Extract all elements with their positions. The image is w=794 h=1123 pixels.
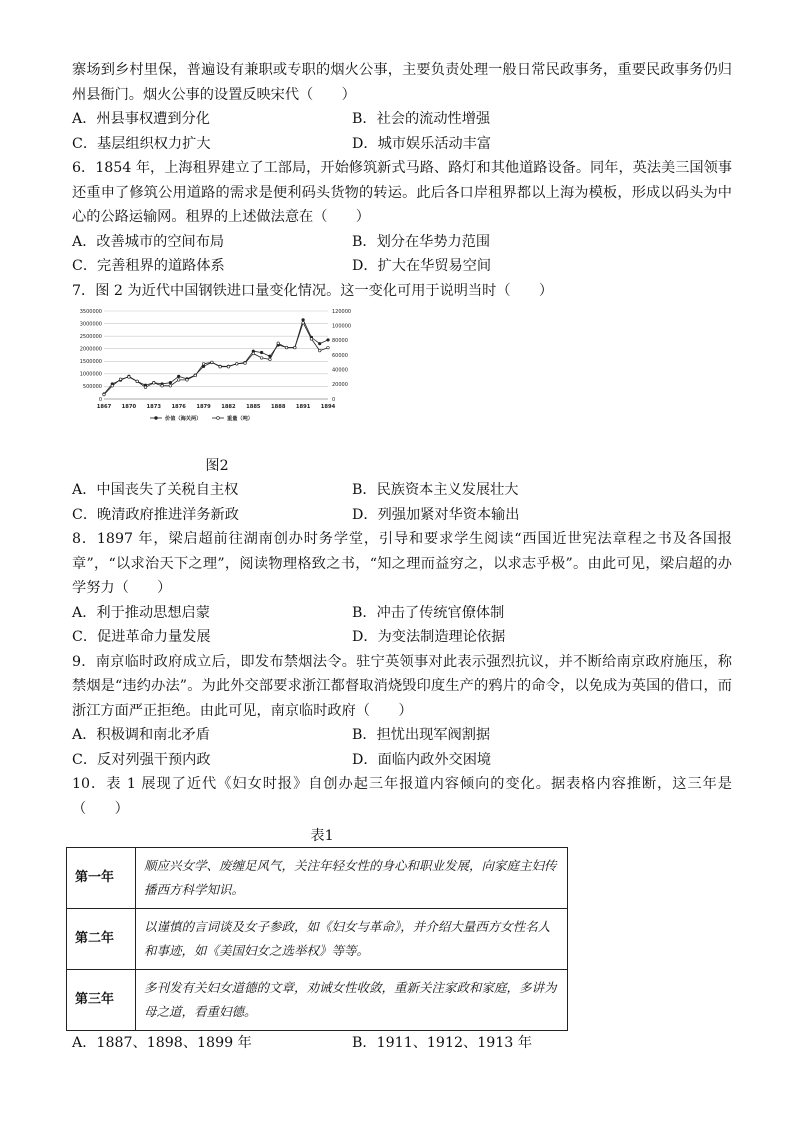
year-cell: 第二年 (67, 909, 136, 970)
figure-caption: 图2 (205, 458, 229, 474)
option-c[interactable]: C．基层组织权力扩大 (72, 135, 211, 152)
x-tick-label: 1885 (246, 404, 261, 410)
legend-label: 价值（海关两） (165, 416, 202, 422)
option-a[interactable]: A．州县事权遭到分化 (72, 111, 210, 127)
y-right-tick-label: 80000 (332, 338, 348, 345)
option-c[interactable]: C．完善租界的道路体系 (72, 258, 225, 274)
x-tick-label: 1882 (221, 404, 236, 410)
y-left-tick-label: 1000000 (79, 371, 102, 378)
option-d[interactable]: D．扩大在华贸易空间 (352, 258, 492, 274)
x-tick-label: 1894 (320, 404, 336, 410)
option-c[interactable]: C．晚清政府推进洋务新政 (72, 506, 239, 523)
y-left-tick-label: 2500000 (79, 333, 102, 340)
y-right-tick-label: 100000 (332, 323, 352, 330)
option-d[interactable]: D．面临内政外交困境 (352, 751, 492, 768)
option-c[interactable]: C．促进革命力量发展 (72, 629, 211, 645)
option-b[interactable]: B．划分在华势力范围 (352, 233, 491, 250)
data-point (128, 376, 131, 379)
data-point (119, 378, 122, 381)
option-a[interactable]: A．利于推动思想启蒙 (72, 604, 210, 621)
question-8-options (72, 601, 732, 650)
newspaper-content-table (66, 847, 568, 1031)
data-point (235, 363, 238, 366)
data-point (318, 349, 321, 352)
data-point (169, 381, 172, 384)
data-point (186, 379, 189, 382)
y-left-tick-label: 0 (98, 396, 102, 403)
year-cell: 第三年 (67, 970, 136, 1031)
y-left-tick-label: 2000000 (79, 346, 102, 353)
option-d[interactable]: D．城市娱乐活动丰富 (352, 135, 492, 152)
data-point (111, 385, 114, 388)
data-point (177, 375, 180, 378)
legend-marker (155, 417, 158, 420)
content-cell: 以谨慎的言词谈及女子参政，如《妇女与革命》，并介绍大量西方女性名人和事迹，如《美国妇女之选举权》等等。 (136, 909, 568, 970)
x-tick-label: 1888 (270, 404, 286, 410)
option-d[interactable]: D．为变法制造理论依据 (352, 629, 506, 645)
option-b[interactable]: B．冲击了传统官僚体制 (352, 604, 505, 621)
data-point (103, 393, 106, 396)
data-point (318, 342, 321, 345)
question-9-stem: 9．南京临时政府成立后，即发布禁烟法令。驻宁英领事对此表示强烈抗议，并不断给南京政府施压，称禁烟是“违约办法”。为此外交部要求浙江都督取消烧毁印度生产的鸦片的命令，以免成为英国的借口，而浙江方面严正拒绝。由此可见，南京临时政府（ ） (72, 653, 732, 719)
question-7-stem: 7．图 2 为近代中国钢铁进口量变化情况。这一变化可用于说明当时（ ） (72, 282, 554, 299)
data-point (161, 385, 164, 388)
content-cell: 顺应兴女学、废缠足风气，关注年轻女性的身心和职业发展，向家庭主妇传播西方科学知识。 (136, 848, 568, 909)
y-right-tick-label: 120000 (332, 308, 352, 315)
data-point (227, 365, 230, 368)
exam-page (72, 58, 732, 1056)
table-row (67, 848, 568, 909)
table-caption: 表1 (310, 828, 334, 844)
y-left-tick-label: 1500000 (79, 359, 102, 366)
data-point (302, 319, 305, 322)
question-5-stem: 寨场到乡村里保，普遍设有兼职或专职的烟火公事，主要负责处理一般日常民政事务，重要民政事务仍归州县衙门。烟火公事的设置反映宋代（ ） (72, 62, 732, 103)
data-point (152, 382, 155, 385)
data-point (260, 357, 263, 360)
x-tick-label: 1879 (196, 404, 211, 410)
content-cell: 多刊发有关妇女道德的文章，劝诫女性收敛，重新关注家政和家庭，多讲为母之道，看重妇德。 (136, 970, 568, 1031)
data-point (277, 342, 280, 345)
option-a[interactable]: A．改善城市的空间布局 (72, 233, 225, 250)
y-left-tick-label: 500000 (82, 384, 102, 391)
table-row (67, 970, 568, 1031)
data-point (285, 346, 288, 349)
data-point (177, 379, 180, 382)
table-row (67, 909, 568, 970)
option-b[interactable]: B．社会的流动性增强 (352, 111, 491, 127)
question-8-stem: 8．1897 年，梁启超前往湖南创办时务学堂，引导和要求学生阅读“西国近世宪法章程之书及各国报章”，“以求治天下之理”，阅读物理格致之书，“知之理而益穷之，以求志乎极”。由此可见，梁启超的办学努力（ ） (72, 531, 732, 596)
data-point (169, 385, 172, 388)
legend-label: 重量（吨） (227, 416, 253, 422)
option-a[interactable]: A．1887、1898、1899 年 (72, 1035, 252, 1051)
question-10-options (72, 1031, 732, 1056)
question-6-stem: 6．1854 年，上海租界建立了工部局，开始修筑新式马路、路灯和其他道路设备。同年，英法美三国领事还重申了修筑公用道路的需求是便利码头货物的转运。此后各口岸租界都以上海为模板，形成以码头为中心的公路运输网。租界的上述做法意在（ ） (72, 160, 732, 225)
y-right-tick-label: 60000 (332, 352, 348, 359)
option-b[interactable]: B．担忧出现军阀割据 (352, 727, 491, 743)
data-point (310, 338, 313, 341)
x-tick-label: 1876 (171, 404, 186, 410)
legend-marker (217, 417, 220, 420)
chart-svg (72, 305, 362, 455)
y-right-tick-label: 0 (332, 396, 336, 403)
series-line-2 (104, 323, 328, 395)
data-point (327, 346, 330, 349)
data-point (260, 351, 263, 354)
year-cell: 第一年 (67, 848, 136, 909)
data-point (244, 362, 247, 365)
data-point (252, 352, 255, 355)
question-9-options (72, 723, 732, 772)
y-left-tick-label: 3500000 (79, 308, 102, 315)
y-left-tick-label: 3000000 (79, 321, 102, 328)
steel-import-chart (72, 305, 362, 455)
data-point (219, 365, 222, 368)
question-5-options (72, 107, 732, 156)
x-tick-label: 1873 (146, 404, 162, 410)
data-point (194, 374, 197, 377)
option-b[interactable]: B．1911、1912、1913 年 (352, 1035, 533, 1051)
option-c[interactable]: C．反对列强干预内政 (72, 751, 211, 768)
data-point (269, 358, 272, 361)
data-point (302, 321, 305, 324)
x-tick-label: 1870 (121, 404, 137, 410)
question-10-stem: 10．表 1 展现了近代《妇女时报》自创办起三年报道内容倾向的变化。据表格内容推断，这三年是（ ） (72, 776, 732, 817)
option-a[interactable]: A．积极调和南北矛盾 (72, 727, 210, 743)
question-7-options (72, 478, 732, 527)
x-tick-label: 1867 (96, 404, 112, 410)
option-a[interactable]: A．中国丧失了关税自主权 (72, 482, 239, 498)
data-point (136, 380, 139, 383)
x-tick-label: 1891 (295, 404, 311, 410)
data-point (202, 363, 205, 366)
data-point (211, 361, 214, 364)
data-point (294, 346, 297, 349)
data-point (144, 386, 147, 389)
data-point (327, 339, 330, 342)
y-right-tick-label: 20000 (332, 382, 348, 389)
question-6-options (72, 230, 732, 279)
y-right-tick-label: 40000 (332, 367, 348, 374)
option-b[interactable]: B．民族资本主义发展壮大 (352, 482, 519, 498)
option-d[interactable]: D．列强加紧对华资本输出 (352, 506, 520, 523)
